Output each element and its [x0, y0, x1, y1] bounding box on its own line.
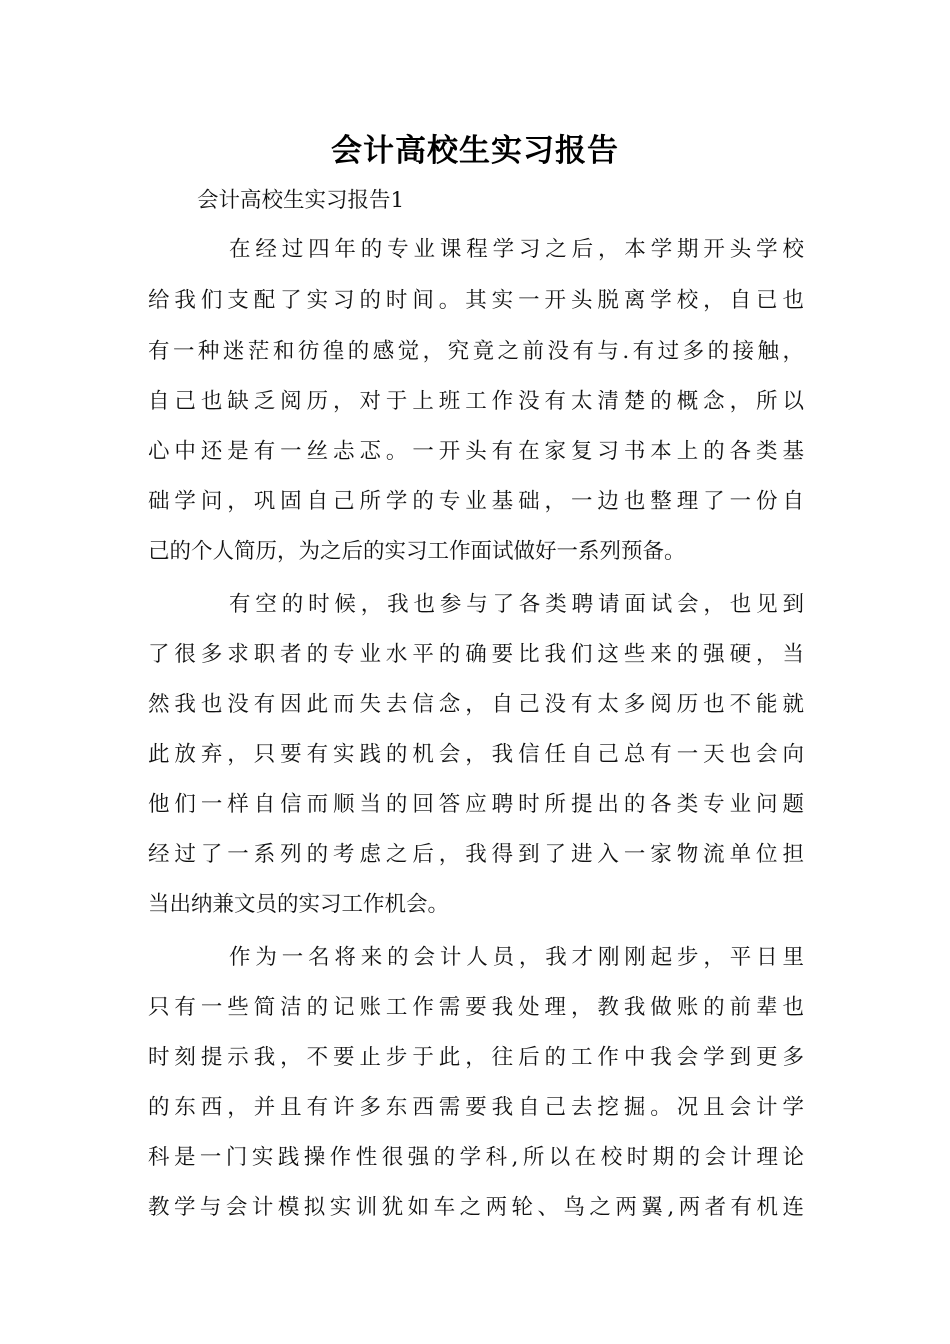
- paragraph-3-line-3: 时刻提示我，不要止步于此，往后的工作中我会学到更多: [148, 1045, 804, 1070]
- paragraph-1-line-4: 自己也缺乏阅历，对于上班工作没有太清楚的概念，所以: [148, 389, 804, 414]
- paragraph-1-line-6: 础学问，巩固自己所学的专业基础，一边也整理了一份自: [148, 489, 804, 514]
- paragraph-1-line-3: 有一种迷茫和彷徨的感觉，究竟之前没有与.有过多的接触，: [148, 339, 804, 364]
- paragraph-3-line-4: 的东西，并且有许多东西需要我自己去挖掘。况且会计学: [148, 1095, 804, 1120]
- document-title: 会计高校生实习报告: [331, 133, 619, 169]
- paragraph-2-line-5: 他们一样自信而顺当的回答应聘时所提出的各类专业问题: [148, 792, 804, 817]
- paragraph-3-line-2: 只有一些简洁的记账工作需要我处理，教我做账的前辈也: [148, 995, 804, 1020]
- paragraph-2-line-3: 然我也没有因此而失去信念，自己没有太多阅历也不能就: [148, 692, 804, 717]
- paragraph-3-line-5: 科是一门实践操作性很强的学科,所以在校时期的会计理论: [148, 1145, 804, 1170]
- paragraph-3-line-6: 教学与会计模拟实训犹如车之两轮、鸟之两翼,两者有机连: [148, 1195, 804, 1220]
- paragraph-3-line-1: 作为一名将来的会计人员，我才刚刚起步，平日里: [229, 945, 804, 970]
- paragraph-2-line-6: 经过了一系列的考虑之后，我得到了进入一家物流单位担: [148, 842, 804, 867]
- paragraph-1-line-5: 心中还是有一丝忐忑。一开头有在家复习书本上的各类基: [148, 439, 804, 464]
- paragraph-1-line-1: 在经过四年的专业课程学习之后，本学期开头学校: [229, 237, 804, 262]
- document-subtitle: 会计高校生实习报告1: [197, 188, 405, 213]
- paragraph-2-line-4: 此放弃，只要有实践的机会，我信任自己总有一天也会向: [148, 742, 804, 767]
- paragraph-2-line-2: 了很多求职者的专业水平的确要比我们这些来的强硬，当: [148, 642, 804, 667]
- paragraph-1-line-2: 给我们支配了实习的时间。其实一开头脱离学校，自已也: [148, 288, 804, 313]
- paragraph-1-line-7: 己的个人简历，为之后的实习工作面试做好一系列预备。: [148, 539, 686, 564]
- paragraph-2-line-1: 有空的时候，我也参与了各类聘请面试会，也见到: [229, 592, 804, 617]
- paragraph-2-line-7: 当出纳兼文员的实习工作机会。: [148, 892, 450, 917]
